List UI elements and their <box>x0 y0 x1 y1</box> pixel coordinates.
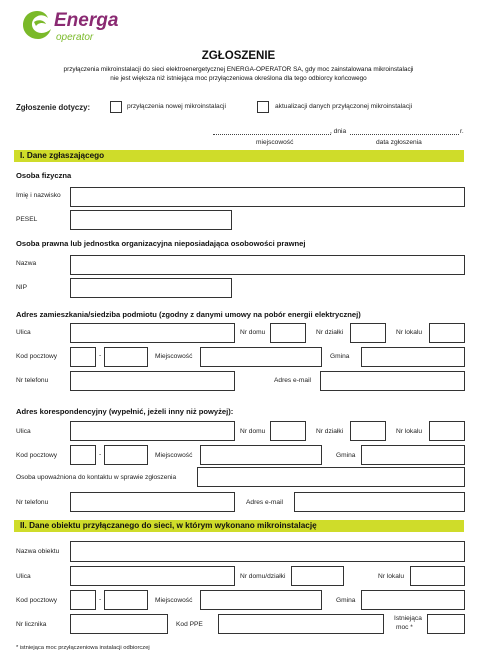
pesel-label: PESEL <box>16 216 38 223</box>
gmina-kor-label: Gmina <box>336 452 356 459</box>
nr-licznika-field[interactable] <box>70 614 168 634</box>
checkbox-nowa[interactable] <box>110 101 122 113</box>
osoba-prawna-heading: Osoba prawna lub jednostka organizacyjna nieposiadająca osobowości prawnej <box>16 239 306 248</box>
nip-field[interactable] <box>70 278 232 298</box>
miejscowosc-kor-field[interactable] <box>200 445 322 465</box>
subtitle-line-2: nie jest większa niż istniejąca moc przyłączeniowa określona dla tego odbiorcy końcowego <box>110 75 367 82</box>
imie-field[interactable] <box>70 187 465 207</box>
kod-kor-dash: - <box>99 451 102 458</box>
email-kor-label: Adres e-mail <box>246 499 284 506</box>
energa-logo <box>20 8 130 48</box>
email-kor-field[interactable] <box>294 492 465 512</box>
section-2-title: II. Dane obiektu przyłączanego do sieci, w którym wykonano mikroinstalację <box>20 521 317 530</box>
nr-dzialki-kor-label: Nr działki <box>316 428 344 435</box>
miejscowosc-obiekt-field[interactable] <box>200 590 322 610</box>
imie-label: Imię i nazwisko <box>16 192 61 199</box>
place-caption: miejscowość <box>256 139 294 146</box>
nr-lokalu-obiekt-field[interactable] <box>410 566 465 586</box>
adres-heading: Adres zamieszkania/siedziba podmiotu (zgodny z danymi umowy na pobór energii elektrycznej) <box>16 310 361 319</box>
brand-sub: operator <box>56 32 94 43</box>
nr-domu-dzialki-field[interactable] <box>291 566 344 586</box>
telefon-kor-field[interactable] <box>70 492 235 512</box>
nr-domu-kor-label: Nr domu <box>240 428 266 435</box>
gmina-field[interactable] <box>361 347 465 367</box>
email-label: Adres e-mail <box>274 377 312 384</box>
miejscowosc-field[interactable] <box>200 347 322 367</box>
section-1-title: I. Dane zgłaszającego <box>20 151 105 160</box>
ulica-obiekt-label: Ulica <box>16 573 31 580</box>
kod-field-1[interactable] <box>70 347 96 367</box>
moc-label: moc * <box>396 624 413 631</box>
nr-domu-dzialki-label: Nr domu/działki <box>240 573 286 580</box>
nr-lokalu-label: Nr lokalu <box>396 329 423 336</box>
r-label: r. <box>460 128 464 135</box>
miejscowosc-obiekt-label: Miejscowość <box>155 597 193 604</box>
section-1-header <box>14 150 464 162</box>
nazwa-field[interactable] <box>70 255 465 275</box>
nr-dzialki-field[interactable] <box>350 323 386 343</box>
nr-lokalu-kor-field[interactable] <box>429 421 465 441</box>
kod-kor-field-1[interactable] <box>70 445 96 465</box>
nr-domu-label: Nr domu <box>240 329 266 336</box>
place-field[interactable] <box>213 134 331 135</box>
nr-lokalu-kor-label: Nr lokalu <box>396 428 423 435</box>
miejscowosc-kor-label: Miejscowość <box>155 452 193 459</box>
ulica-obiekt-field[interactable] <box>70 566 235 586</box>
checkbox-nowa-label: przyłączenia nowej mikroinstalacji <box>127 103 226 110</box>
ulica-label: Ulica <box>16 329 31 336</box>
gmina-obiekt-field[interactable] <box>361 590 465 610</box>
subtitle-line-1: przyłączenia mikroinstalacji do sieci elektroenergetycznej ENERGA-OPERATOR SA, gdy moc zainstalowana mikroinstalacji <box>63 66 414 73</box>
gmina-kor-field[interactable] <box>361 445 465 465</box>
telefon-field[interactable] <box>70 371 235 391</box>
date-field[interactable] <box>350 134 459 135</box>
pesel-field[interactable] <box>70 210 232 230</box>
nr-domu-field[interactable] <box>270 323 306 343</box>
nazwa-obiektu-field[interactable] <box>70 541 465 562</box>
gmina-label: Gmina <box>330 353 350 360</box>
ulica-field[interactable] <box>70 323 235 343</box>
nip-label: NIP <box>16 284 27 291</box>
page-title: ZGŁOSZENIE <box>201 50 276 62</box>
osoba-upow-field[interactable] <box>197 467 465 487</box>
energa-leaf-icon <box>20 8 54 42</box>
kod-obiekt-label: Kod pocztowy <box>16 597 58 604</box>
kod-label: Kod pocztowy <box>16 353 58 360</box>
dotyczy-label: Zgłoszenie dotyczy: <box>16 103 91 112</box>
kod-ppe-label: Kod PPE <box>176 621 203 628</box>
section-2-header <box>14 520 464 532</box>
dnia-label: , dnia <box>330 128 347 135</box>
nr-dzialki-label: Nr działki <box>316 329 344 336</box>
nr-licznika-label: Nr licznika <box>16 621 47 628</box>
ulica-kor-label: Ulica <box>16 428 31 435</box>
gmina-obiekt-label: Gmina <box>336 597 356 604</box>
email-field[interactable] <box>320 371 465 391</box>
osoba-fizyczna-heading: Osoba fizyczna <box>16 171 72 180</box>
nazwa-label: Nazwa <box>16 260 37 267</box>
telefon-kor-label: Nr telefonu <box>16 499 49 506</box>
brand-name: Energa <box>54 10 119 31</box>
miejscowosc-label: Miejscowość <box>155 353 193 360</box>
ulica-kor-field[interactable] <box>70 421 235 441</box>
nazwa-obiektu-label: Nazwa obiektu <box>16 548 60 555</box>
osoba-upow-label: Osoba upoważniona do kontaktu w sprawie zgłoszenia <box>16 474 177 481</box>
telefon-label: Nr telefonu <box>16 377 49 384</box>
nr-dzialki-kor-field[interactable] <box>350 421 386 441</box>
checkbox-aktualizacja-label: aktualizacji danych przyłączonej mikroinstalacji <box>275 103 413 110</box>
adres-kor-heading: Adres korespondencyjny (wypełnić, jeżeli inny niż powyżej): <box>16 407 234 416</box>
kod-kor-field-2[interactable] <box>104 445 148 465</box>
istniejaca-label: Istniejąca <box>394 615 422 622</box>
kod-kor-label: Kod pocztowy <box>16 452 58 459</box>
kod-obiekt-dash: - <box>99 596 102 603</box>
footnote: * istniejąca moc przyłączeniowa instalacji odbiorczej <box>16 645 150 651</box>
nr-lokalu-obiekt-label: Nr lokalu <box>378 573 405 580</box>
kod-field-2[interactable] <box>104 347 148 367</box>
nr-domu-kor-field[interactable] <box>270 421 306 441</box>
date-caption: data zgłoszenia <box>376 139 422 146</box>
kod-obiekt-field-2[interactable] <box>104 590 148 610</box>
checkbox-aktualizacja[interactable] <box>257 101 269 113</box>
kod-obiekt-field-1[interactable] <box>70 590 96 610</box>
nr-lokalu-field[interactable] <box>429 323 465 343</box>
kod-dash: - <box>99 352 102 359</box>
kod-ppe-field[interactable] <box>218 614 384 634</box>
istniejaca-moc-field[interactable] <box>427 614 465 634</box>
